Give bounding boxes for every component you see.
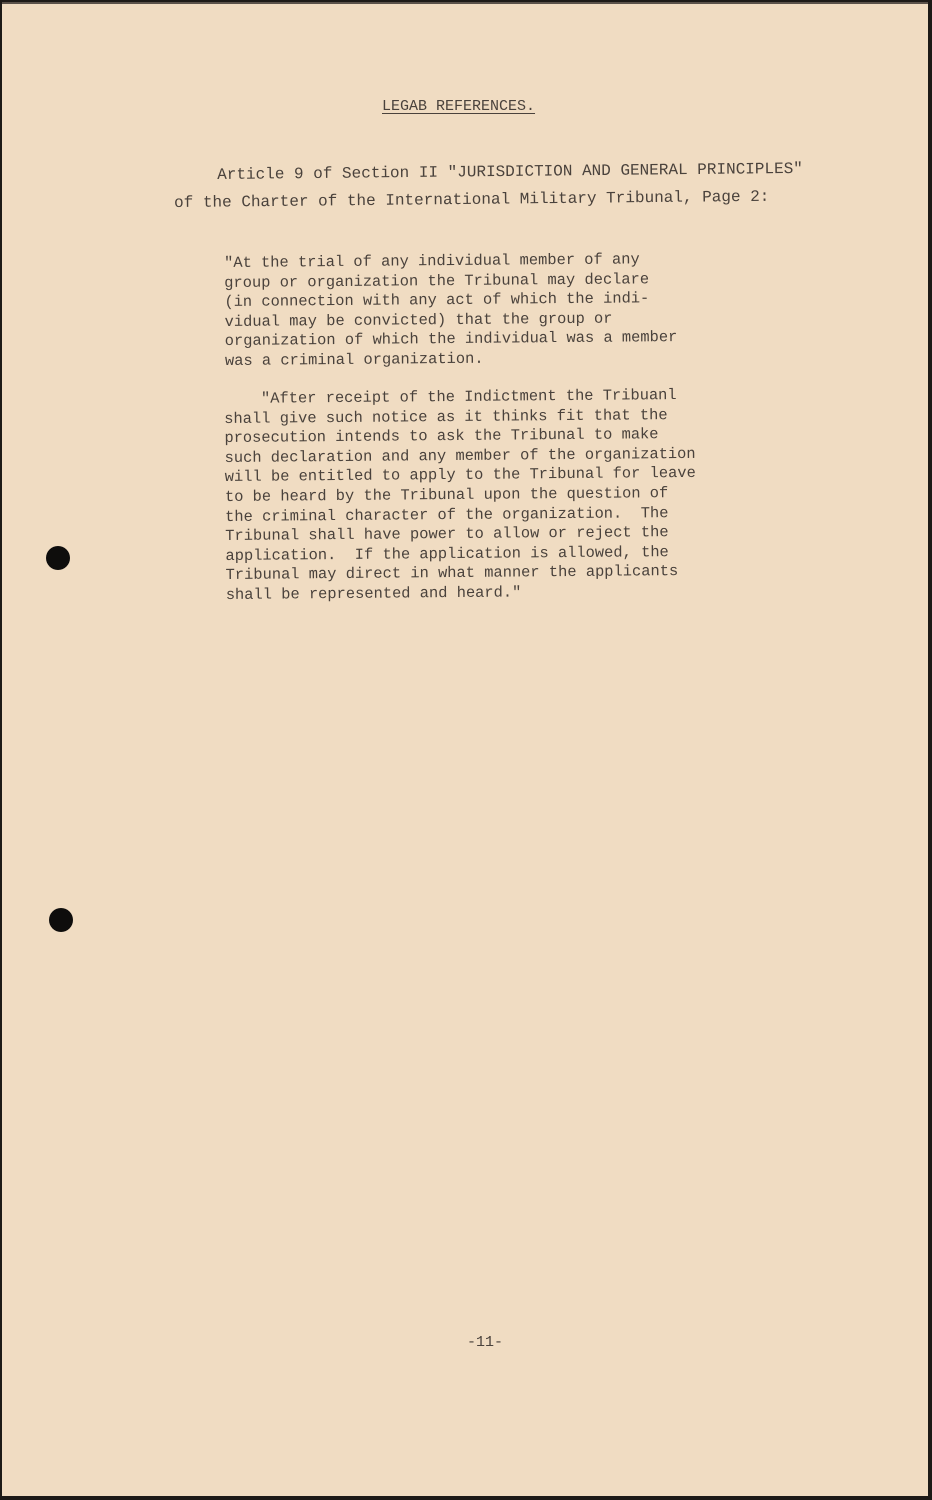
punch-hole-bottom <box>49 908 73 932</box>
page-number: -11- <box>467 1334 504 1351</box>
page-heading: LEGAB REFERENCES. <box>382 98 536 115</box>
intro-line-2: of the Charter of the International Military Tribunal, Page 2: <box>174 187 770 212</box>
intro-line-1: Article 9 of Section II "JURISDICTION AND GENERAL PRINCIPLES" <box>217 159 803 184</box>
quote-paragraph-2: "After receipt of the Indictment the Tribuanl shall give such notice as it thinks fit that the prosecution intends to ask the Tribunal to make such declaration and any member of the organization will be entitled to apply to the Tribunal for leave to be heard by the Tribunal upon the question of the criminal character of the organization. The Tribunal shall have power to allow or reject the application. If the application is allowed, the Tribunal may direct in what manner the applicants shall be represented and heard." <box>224 386 696 604</box>
page-top-edge <box>2 2 928 4</box>
quote-paragraph-1: "At the trial of any individual member of any group or organization the Tribunal may declare (in connection with any act of which the indi- vidual may be convicted) that the group or organization of which the individual was a member was a criminal organization. <box>224 250 678 370</box>
punch-hole-top <box>46 546 70 570</box>
document-page <box>2 2 928 1496</box>
